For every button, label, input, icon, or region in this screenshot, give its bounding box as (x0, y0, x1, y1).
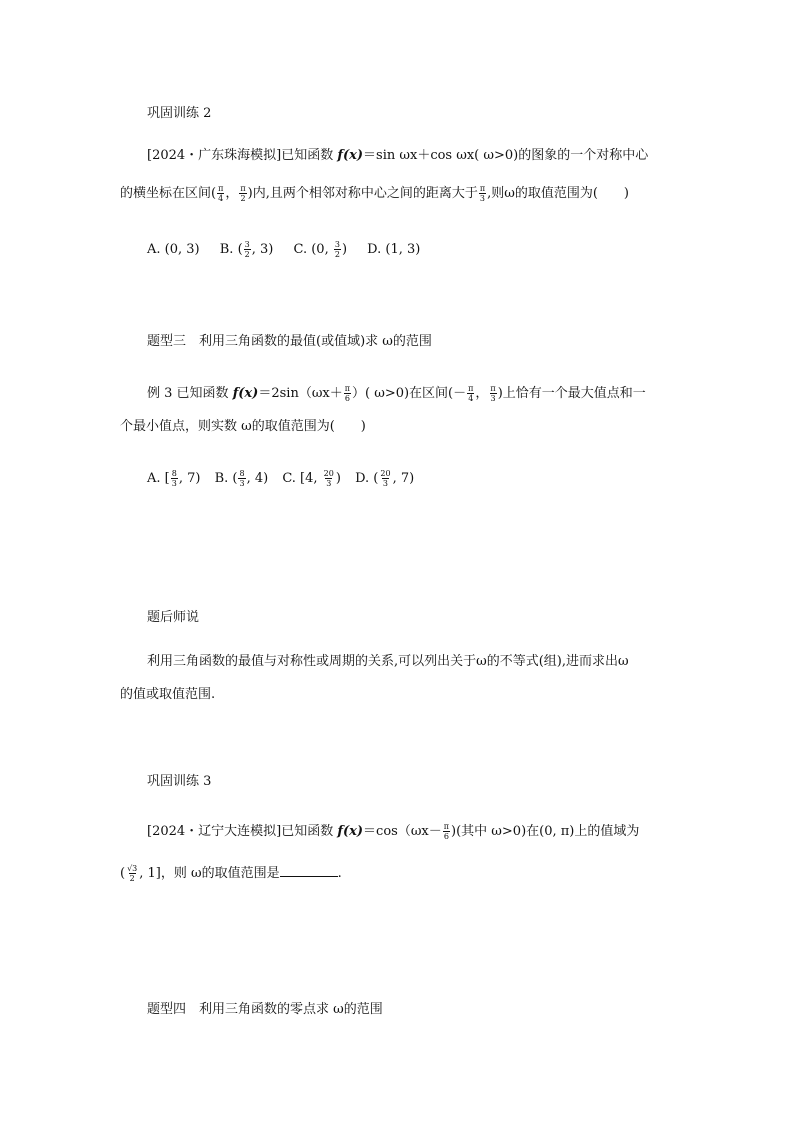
training3-line2: ( $\frac{√3}{2}$ , 1]，则 ω的取值范围是 . (120, 864, 342, 883)
option-c: C. (0, $\frac{3}{2}$ ) (293, 240, 348, 259)
example3-line2: 个最小值点，则实数 ω的取值范围为( ) (120, 419, 366, 434)
stem-text: , 1]，则 ω的取值范围是 (139, 866, 280, 881)
fraction-pi-over-2: $\frac{\pi}{2}$ (240, 184, 246, 203)
training2-question-line1 (147, 146, 707, 166)
function-name: f(x) (337, 148, 364, 163)
stem-text: 已知函数 (281, 148, 334, 163)
stem-text: ）( ω>0)在区间(－ (352, 386, 467, 401)
stem-text: )上恰有一个最大值点和一 (497, 386, 646, 401)
fraction-pi-over-4: $\frac{\pi}{4}$ (468, 384, 474, 403)
option-b: B. ( $\frac{3}{2}$ , 3) (219, 240, 274, 259)
option-a: A. (0, 3) (147, 242, 200, 257)
stem-text: ,则ω的取值范围为( ) (487, 186, 629, 201)
fraction-sqrt3-over-2: $\frac{√3}{2}$ (127, 864, 138, 883)
function-name: f(x) (337, 824, 364, 839)
type4-title: 题型四 利用三角函数的零点求 ω的范围 (147, 1002, 383, 1017)
fraction-pi-over-6: $\frac{\pi}{6}$ (344, 384, 351, 403)
option-d: D. (1, 3) (367, 242, 421, 257)
fraction-pi-over-3: $\frac{\pi}{3}$ (479, 184, 486, 203)
example3-line1: 例 3 已知函数 f(x)＝2sin（ωx＋ $\frac{\pi}{6}$ ）( ω>0)在区间(－ $\frac{\pi}{4}$ ， $\frac{\pi}{3}$ )上恰有一个最大值点和一 (147, 384, 646, 403)
function-name: f(x) (232, 386, 259, 401)
fraction-pi-over-3: $\frac{\pi}{3}$ (490, 384, 496, 403)
option-c: C. [4, $\frac{20}{3}$ ) (282, 469, 341, 488)
function-body: ＝2sin（ωx＋ (258, 386, 343, 401)
example3-options (147, 469, 707, 489)
stem-text: 的横坐标在区间( (120, 186, 217, 201)
stem-text: 例 3 已知函数 (147, 386, 229, 401)
fraction-pi-over-6: $\frac{\pi}{6}$ (443, 822, 450, 841)
training2-title: 巩固训练 2 (147, 106, 212, 121)
option-d: D. ( $\frac{20}{3}$ , 7) (355, 469, 415, 488)
source-tag: [2024・广东珠海模拟] (147, 148, 282, 163)
stem-text: 已知函数 (281, 824, 334, 839)
source-tag: [2024・辽宁大连模拟] (147, 824, 282, 839)
fraction-pi-over-4: $\frac{\pi}{4}$ (218, 184, 224, 203)
training2-question-line2: 的横坐标在区间( $\frac{\pi}{4}$ ， $\frac{\pi}{2}$ )内,且两个相邻对称中心之间的距离大于 $\frac{\pi}{3}$ ,则ω的取值范围为( ) (120, 184, 629, 203)
option-a: A. [ $\frac{8}{3}$ , 7) (147, 469, 201, 488)
after-text-line2: 的值或取值范围. (120, 687, 216, 702)
option-b: B. ( $\frac{8}{3}$ , 4) (214, 469, 269, 488)
stem-text: )(其中 ω>0)在(0, π)上的值域为 (451, 824, 640, 839)
training3-line1 (147, 822, 707, 842)
training2-options (147, 240, 707, 260)
after-title: 题后师说 (147, 610, 200, 625)
function-body: ＝sin ωx＋cos ωx( ω>0)的图象的一个对称中心 (363, 148, 649, 163)
training3-title: 巩固训练 3 (147, 774, 212, 789)
type3-title: 题型三 利用三角函数的最值(或值域)求 ω的范围 (147, 334, 432, 349)
after-text-line1: 利用三角函数的最值与对称性或周期的关系,可以列出关于ω的不等式(组),进而求出ω (147, 654, 629, 669)
stem-text: )内,且两个相邻对称中心之间的距离大于 (247, 186, 478, 201)
answer-blank[interactable] (280, 864, 338, 877)
function-body: ＝cos（ωx－ (363, 824, 442, 839)
